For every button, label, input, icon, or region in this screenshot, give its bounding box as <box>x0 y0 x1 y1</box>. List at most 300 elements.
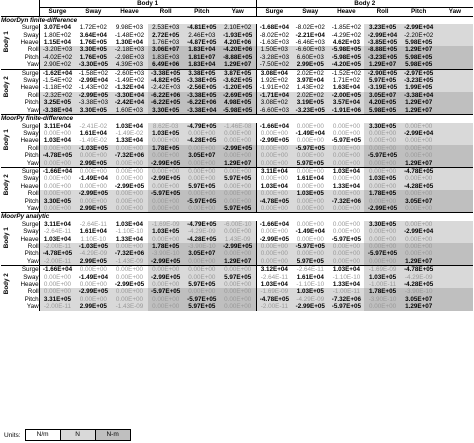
matrix-cell: -4.78E+05 <box>256 296 292 303</box>
matrix-cell: 0.00E+00 <box>111 266 147 274</box>
matrix-cell: -3.20E+03 <box>39 46 75 53</box>
matrix-cell: 0.00E+00 <box>364 303 400 310</box>
matrix-cell: -2.60E+03 <box>111 69 147 77</box>
matrix-cell: -1.63E+03 <box>256 39 292 46</box>
matrix-cell: -6.60E+03 <box>292 46 328 53</box>
matrix-cell: -3.28E+03 <box>256 54 292 61</box>
matrix-cell: -4.29E-09 <box>292 296 328 303</box>
matrix-cell <box>437 92 473 99</box>
matrix-cell: -1.49E-02 <box>79 137 108 145</box>
matrix-cell: -3.38E+04 <box>39 107 75 115</box>
matrix-cell <box>437 274 473 281</box>
matrix-cell: -1.00E-11 <box>328 288 364 295</box>
matrix-cell: -6.22E+06 <box>148 92 184 99</box>
units-legend <box>4 429 130 441</box>
matrix-cell: 3.23E+05 <box>364 24 400 31</box>
matrix-cell: -1.10E-10 <box>115 228 144 236</box>
matrix-cell: -1.62E+04 <box>39 69 75 77</box>
matrix-cell: 1.15E+04 <box>39 39 75 46</box>
matrix-cell: 4.20E+06 <box>220 39 256 46</box>
matrix-cell: -5.98E+05 <box>220 107 256 115</box>
row-body-label-text: Body 1 <box>2 30 10 52</box>
matrix-cell: -4.81E+05 <box>184 24 220 31</box>
matrix-cell: 0.00E+00 <box>39 274 75 281</box>
matrix-cell <box>437 258 473 266</box>
row-dof-label: Sway <box>23 228 39 236</box>
matrix-cell: 1.33E+04 <box>115 235 144 243</box>
matrix-cell: -1.03E+05 <box>75 243 111 250</box>
matrix-cell: -6.00E-10 <box>220 221 256 228</box>
matrix-cell: 3.05E+07 <box>184 250 220 257</box>
matrix-cell: 1.29E+07 <box>220 258 256 266</box>
matrix-cell: -3.38E+05 <box>184 77 220 84</box>
stiffness-matrix-table <box>1 0 473 311</box>
table-row <box>1 190 473 197</box>
matrix-cell: -1.58E+02 <box>75 69 111 77</box>
row-dof-label: Sway <box>23 273 39 281</box>
table-row <box>1 175 473 182</box>
row-dof-label: Roll <box>27 144 39 152</box>
matrix-cell: 0.00E+00 <box>220 198 256 205</box>
matrix-cell: -1.03E+05 <box>75 145 111 152</box>
matrix-cell: 0.00E+00 <box>39 288 75 295</box>
matrix-cell: -3.30E+05 <box>75 61 111 69</box>
matrix-cell: 1.63E+04 <box>332 84 360 92</box>
matrix-cell <box>437 236 473 243</box>
matrix-cell: -1.66E+04 <box>256 221 292 228</box>
matrix-cell: -4.02E+02 <box>39 54 75 61</box>
matrix-cell: 0.00E+00 <box>39 175 75 182</box>
matrix-cell: 0.00E+00 <box>184 288 220 295</box>
matrix-cell <box>437 281 473 288</box>
table-row <box>1 123 473 130</box>
matrix-cell: -3.38E+05 <box>148 69 184 77</box>
matrix-cell: -2.99E+05 <box>75 92 111 99</box>
table-row <box>1 296 473 303</box>
matrix-cell: -5.97E+05 <box>364 152 400 159</box>
matrix-cell: 0.00E+00 <box>184 274 220 281</box>
matrix-cell: -2.97E+05 <box>401 69 437 77</box>
matrix-cell: 0.00E+00 <box>328 250 364 257</box>
matrix-cell <box>437 107 473 115</box>
matrix-cell: 1.03E+05 <box>364 175 400 182</box>
matrix-cell: -1.85E+02 <box>331 24 362 32</box>
matrix-cell: -7.50E+02 <box>256 61 292 69</box>
matrix-cell: 3.64E+04 <box>79 31 107 39</box>
matrix-cell: 3.07E+04 <box>39 24 75 31</box>
table-row <box>1 266 473 274</box>
matrix-cell: 0.00E+00 <box>364 198 400 205</box>
matrix-cell: -1.46E-08 <box>220 123 256 130</box>
unit-n-per-m: N/m <box>25 429 61 441</box>
matrix-cell: 0.00E+00 <box>79 182 107 190</box>
matrix-cell <box>437 32 473 39</box>
matrix-cell: 3.30E+05 <box>75 46 111 53</box>
matrix-cell: -5.97E+05 <box>148 288 184 295</box>
matrix-cell: 0.00E+00 <box>111 160 147 168</box>
table-row <box>1 32 473 39</box>
matrix-cell: 2.46E+03 <box>184 32 220 39</box>
matrix-cell: -1.49E+04 <box>295 129 325 137</box>
matrix-cell: 1.76E+05 <box>75 54 111 61</box>
matrix-cell: 1.03E+05 <box>292 288 328 295</box>
table-row <box>1 84 473 91</box>
matrix-cell: 1.29E+07 <box>401 258 437 266</box>
matrix-cell: 3.30E+05 <box>364 221 400 228</box>
matrix-cell: 0.00E+00 <box>75 296 111 303</box>
matrix-cell: 0.00E+00 <box>111 296 147 303</box>
table-row <box>1 160 473 168</box>
matrix-cell: 2.72E+05 <box>148 32 184 39</box>
matrix-cell: 3.06E+07 <box>148 46 184 53</box>
matrix-cell: 1.03E+04 <box>256 281 292 288</box>
matrix-cell: 1.61E+04 <box>296 273 324 281</box>
matrix-cell: 1.03E+04 <box>328 266 364 274</box>
matrix-cell: -5.97E+05 <box>331 137 362 145</box>
table-row <box>1 167 473 175</box>
matrix-cell: -2.32E+02 <box>39 92 75 99</box>
matrix-cell <box>437 99 473 106</box>
matrix-cell: 6.49E+06 <box>148 61 184 69</box>
row-dof-label: Surge <box>12 167 39 175</box>
matrix-cell: 0.00E+00 <box>401 152 437 159</box>
matrix-cell: 0.00E+00 <box>364 130 400 137</box>
matrix-cell: -4.28E+05 <box>184 137 220 144</box>
matrix-cell: -5.97E+05 <box>292 243 328 250</box>
matrix-cell: 1.83E+04 <box>184 46 220 53</box>
matrix-cell <box>437 296 473 303</box>
matrix-cell: 0.00E+00 <box>328 190 364 197</box>
matrix-cell: 0.00E+00 <box>184 145 220 152</box>
matrix-cell <box>437 205 473 213</box>
matrix-cell: 0.00E+00 <box>296 182 324 190</box>
matrix-cell <box>437 39 473 46</box>
matrix-cell: 3.30E+05 <box>364 123 400 130</box>
section-title: MoorPy analytic <box>1 213 473 221</box>
row-dof-label: Surge <box>21 122 39 130</box>
matrix-cell: -1.49E+04 <box>295 228 325 236</box>
table-row <box>1 258 473 266</box>
matrix-cell: 3.31E+05 <box>39 296 75 303</box>
matrix-cell: 1.78E+05 <box>364 190 400 197</box>
matrix-cell: 0.00E+00 <box>256 258 292 266</box>
matrix-cell <box>437 84 473 91</box>
matrix-cell: 0.00E+00 <box>364 145 400 152</box>
table-row <box>1 152 473 159</box>
matrix-cell: -1.49E+02 <box>114 77 145 85</box>
col-header-body1-yaw: Yaw <box>220 8 256 16</box>
matrix-cell: -1.49E+04 <box>78 273 108 281</box>
matrix-cell: 0.00E+00 <box>220 183 256 190</box>
table-row <box>1 107 473 115</box>
row-dof-label: Yaw <box>26 303 39 311</box>
matrix-cell: -1.49E-02 <box>115 129 144 137</box>
matrix-cell: -5.97E+05 <box>331 235 362 243</box>
matrix-cell: 1.71E+02 <box>332 77 360 85</box>
col-header-body1-surge: Surge <box>39 8 75 16</box>
matrix-cell: 0.00E+00 <box>220 167 256 175</box>
row-dof-label: Roll <box>27 288 39 296</box>
matrix-cell <box>437 152 473 159</box>
matrix-cell: -4.78E+05 <box>39 250 75 257</box>
col-header-body1-roll: Roll <box>148 8 184 16</box>
matrix-cell: 0.00E+00 <box>256 250 292 257</box>
table-row <box>1 130 473 137</box>
matrix-cell: 1.03E+04 <box>115 220 144 228</box>
matrix-cell: -3.90E-10 <box>401 288 437 295</box>
row-body-label-text: Body 2 <box>2 76 10 98</box>
matrix-cell: 3.11E+04 <box>39 123 75 130</box>
matrix-cell: -3.30E+04 <box>111 92 147 99</box>
matrix-cell: -2.99E+05 <box>292 303 328 310</box>
table-row <box>1 281 473 288</box>
matrix-cell: -2.00E+05 <box>328 92 364 99</box>
matrix-cell: 4.20E+05 <box>364 99 400 106</box>
matrix-cell: -4.29E-09 <box>401 274 437 281</box>
matrix-cell: 0.00E+00 <box>328 205 364 213</box>
matrix-cell: -1.69E-09 <box>364 266 400 274</box>
matrix-cell: 0.00E+00 <box>115 175 144 183</box>
matrix-cell: -3.62E+05 <box>220 77 256 84</box>
matrix-cell: 0.00E+00 <box>111 167 147 175</box>
table-row <box>1 274 473 281</box>
matrix-cell: 0.00E+00 <box>184 160 220 168</box>
matrix-cell: 0.00E+00 <box>364 258 400 266</box>
matrix-cell: 3.11E+04 <box>39 221 75 228</box>
table-row <box>1 69 473 77</box>
matrix-cell: 0.00E+00 <box>256 130 292 137</box>
matrix-cell: 2.99E+05 <box>75 160 111 168</box>
matrix-cell: -7.32E+06 <box>111 250 147 257</box>
matrix-cell <box>437 221 473 228</box>
matrix-cell: -2.99E+05 <box>256 236 292 243</box>
matrix-cell: 0.00E+00 <box>115 273 144 281</box>
matrix-cell: 0.00E+00 <box>39 183 75 190</box>
matrix-cell: 3.08E+04 <box>256 69 292 77</box>
matrix-cell: 0.00E+00 <box>111 190 147 197</box>
row-dof-label: Yaw <box>26 159 39 167</box>
matrix-cell: 0.00E+00 <box>364 236 400 243</box>
matrix-cell: 0.00E+00 <box>220 303 256 310</box>
row-dof-label: Yaw <box>26 257 39 265</box>
row-body-label <box>1 24 12 69</box>
matrix-cell: 0.00E+00 <box>256 228 292 235</box>
unit-n-m: N-m <box>95 429 131 441</box>
matrix-cell <box>437 130 473 137</box>
matrix-cell: 0.00E+00 <box>332 175 360 183</box>
matrix-cell: 0.00E+00 <box>401 205 437 213</box>
matrix-cell: 1.03E+05 <box>292 190 328 197</box>
matrix-cell: 9.98E+03 <box>115 24 144 32</box>
matrix-cell: 0.00E+00 <box>184 190 220 197</box>
matrix-cell: -2.64E-11 <box>292 266 328 274</box>
matrix-cell: -2.99E+05 <box>220 243 256 250</box>
matrix-cell <box>437 54 473 61</box>
matrix-cell: 0.00E+00 <box>220 296 256 303</box>
matrix-cell: -2.99E+05 <box>148 160 184 168</box>
matrix-cell: 2.53E+03 <box>148 24 184 31</box>
matrix-cell: 0.00E+00 <box>401 123 437 130</box>
matrix-cell: 3.19E+05 <box>292 99 328 106</box>
matrix-cell: 3.57E+04 <box>328 99 364 106</box>
matrix-cell: 0.00E+00 <box>220 190 256 197</box>
matrix-cell: 0.00E+00 <box>220 137 256 144</box>
matrix-cell: -3.38E+04 <box>184 107 220 115</box>
matrix-cell: 0.00E+00 <box>401 236 437 243</box>
matrix-cell: 0.00E+00 <box>148 236 184 243</box>
matrix-cell: 0.00E+00 <box>296 235 324 243</box>
matrix-cell: 0.00E+00 <box>401 137 437 144</box>
matrix-cell <box>437 137 473 144</box>
matrix-cell: 1.29E+07 <box>401 107 437 115</box>
matrix-cell: -8.88E+05 <box>220 54 256 61</box>
table-row <box>1 145 473 152</box>
matrix-cell: 0.00E+00 <box>111 288 147 295</box>
table-row <box>1 221 473 228</box>
matrix-cell: 0.00E+00 <box>148 266 184 274</box>
matrix-cell: 0.00E+00 <box>39 130 75 137</box>
table-row <box>1 303 473 310</box>
matrix-cell: 2.90E+02 <box>39 61 75 69</box>
matrix-cell: -7.32E+06 <box>111 152 147 159</box>
matrix-cell: -1.10E-10 <box>332 273 361 281</box>
table-row <box>1 183 473 190</box>
matrix-cell: 0.00E+00 <box>75 266 111 274</box>
matrix-cell: -2.00E-11 <box>39 258 75 266</box>
matrix-cell: -4.28E+05 <box>401 183 437 190</box>
matrix-cell: -1.18E+02 <box>39 84 75 91</box>
body-2-header: Body 2 <box>256 0 473 8</box>
matrix-cell: -3.90E-10 <box>148 250 184 257</box>
matrix-cell: 0.00E+00 <box>220 152 256 159</box>
matrix-cell: -8.02E+02 <box>256 32 292 39</box>
matrix-cell: -1.91E+06 <box>328 107 364 115</box>
matrix-cell: 1.03E+04 <box>39 236 75 243</box>
row-dof-label: Sway <box>23 175 39 183</box>
matrix-cell: 3.05E+07 <box>401 198 437 205</box>
table-row <box>1 205 473 213</box>
matrix-cell: 0.00E+00 <box>111 243 147 250</box>
matrix-cell: -4.78E+05 <box>401 167 437 175</box>
matrix-cell: -4.29E-09 <box>75 250 111 257</box>
section-title: MoorDyn finite-difference <box>1 16 473 24</box>
matrix-cell: 1.03E+04 <box>39 137 75 144</box>
matrix-cell: 0.00E+00 <box>39 205 75 213</box>
matrix-cell: 1.30E+04 <box>115 39 144 47</box>
matrix-cell: 0.00E+00 <box>364 243 400 250</box>
col-header-body1-pitch: Pitch <box>184 8 220 16</box>
matrix-cell: -1.68E+04 <box>256 24 292 31</box>
matrix-cell: 3.30E+05 <box>39 198 75 205</box>
matrix-cell: 5.97E+05 <box>184 183 220 190</box>
table-row <box>1 24 473 31</box>
row-dof-label: Roll <box>27 190 39 198</box>
matrix-cell: -7.32E+06 <box>328 296 364 303</box>
row-dof-label: Heave <box>20 137 39 145</box>
matrix-cell: -2.00E-11 <box>39 303 75 310</box>
matrix-cell: -1.49E+04 <box>78 175 108 183</box>
matrix-cell: -2.90E+05 <box>364 69 400 77</box>
matrix-cell: 0.00E+00 <box>256 160 292 168</box>
matrix-cell: 5.97E+05 <box>184 303 220 310</box>
matrix-cell: 1.61E+04 <box>296 175 324 183</box>
matrix-cell: -1.66E+04 <box>39 167 75 175</box>
row-body-label-text: Body 1 <box>2 227 10 249</box>
matrix-cell: 0.00E+00 <box>148 167 184 175</box>
matrix-cell <box>437 175 473 182</box>
matrix-cell: 0.00E+00 <box>292 250 328 257</box>
matrix-cell: -8.88E+05 <box>364 46 400 53</box>
matrix-cell: 1.33E+04 <box>332 281 360 289</box>
matrix-cell <box>437 266 473 274</box>
matrix-cell: -3.90E-10 <box>364 296 400 303</box>
matrix-cell: -5.97E+05 <box>184 296 220 303</box>
matrix-cell: -6.22E+06 <box>184 99 220 106</box>
matrix-cell: 3.87E+05 <box>220 69 256 77</box>
col-header-body2-surge: Surge <box>256 8 292 16</box>
row-dof-label: Sway <box>23 129 39 137</box>
col-header-body2-roll: Roll <box>364 8 400 16</box>
matrix-cell: -2.98E+03 <box>111 54 147 61</box>
matrix-cell: 0.00E+00 <box>401 221 437 228</box>
row-dof-label: Heave <box>20 84 39 92</box>
matrix-cell: 0.00E+00 <box>256 152 292 159</box>
matrix-cell: -2.00E-11 <box>256 303 292 310</box>
matrix-cell: 0.00E+00 <box>328 258 364 266</box>
matrix-cell: 1.83E+03 <box>148 54 184 61</box>
matrix-cell: 5.97E+05 <box>292 160 328 168</box>
row-body-label-text: Body 1 <box>2 129 10 151</box>
matrix-cell: -4.20E+05 <box>328 61 364 69</box>
matrix-cell: 0.00E+00 <box>184 266 220 274</box>
matrix-cell: 0.00E+00 <box>256 190 292 197</box>
matrix-cell: -5.98E+05 <box>328 46 364 53</box>
matrix-cell: 1.43E+02 <box>296 84 324 92</box>
matrix-cell: -2.99E+05 <box>114 281 145 289</box>
matrix-cell: -5.97E+05 <box>148 190 184 197</box>
table-row <box>1 54 473 61</box>
matrix-cell: 0.00E+00 <box>328 160 364 168</box>
matrix-cell: -1.91E+02 <box>256 84 292 91</box>
matrix-cell: 2.02E+02 <box>292 69 328 77</box>
matrix-cell: -1.71E+04 <box>256 92 292 99</box>
table-row <box>1 288 473 295</box>
matrix-cell: -2.64E-11 <box>256 274 292 281</box>
table-row <box>1 236 473 243</box>
col-header-body2-yaw: Yaw <box>437 8 473 16</box>
matrix-cell: 0.00E+00 <box>296 137 324 145</box>
matrix-cell: -2.99E+04 <box>401 24 437 31</box>
matrix-cell: 0.00E+00 <box>332 122 360 130</box>
matrix-cell <box>437 303 473 310</box>
matrix-cell: 0.00E+00 <box>220 228 256 235</box>
matrix-cell: -5.97E+05 <box>328 303 364 310</box>
matrix-cell: 3.38E+05 <box>184 69 220 77</box>
matrix-cell: 3.05E+07 <box>401 296 437 303</box>
matrix-cell: 0.00E+00 <box>148 205 184 213</box>
matrix-cell: 0.00E+00 <box>364 160 400 168</box>
matrix-cell: -2.99E+05 <box>148 258 184 266</box>
matrix-cell: 2.99E+05 <box>75 205 111 213</box>
matrix-cell: -1.66E+04 <box>256 123 292 130</box>
row-dof-label: Surge <box>21 220 39 228</box>
matrix-cell: 0.00E+00 <box>364 228 400 235</box>
matrix-cell: 0.00E+00 <box>39 281 75 288</box>
matrix-cell: -1.43E-09 <box>111 258 147 266</box>
table-row <box>1 46 473 53</box>
matrix-cell: 1.80E+02 <box>39 32 75 39</box>
matrix-cell: 1.43E-09 <box>220 236 256 243</box>
